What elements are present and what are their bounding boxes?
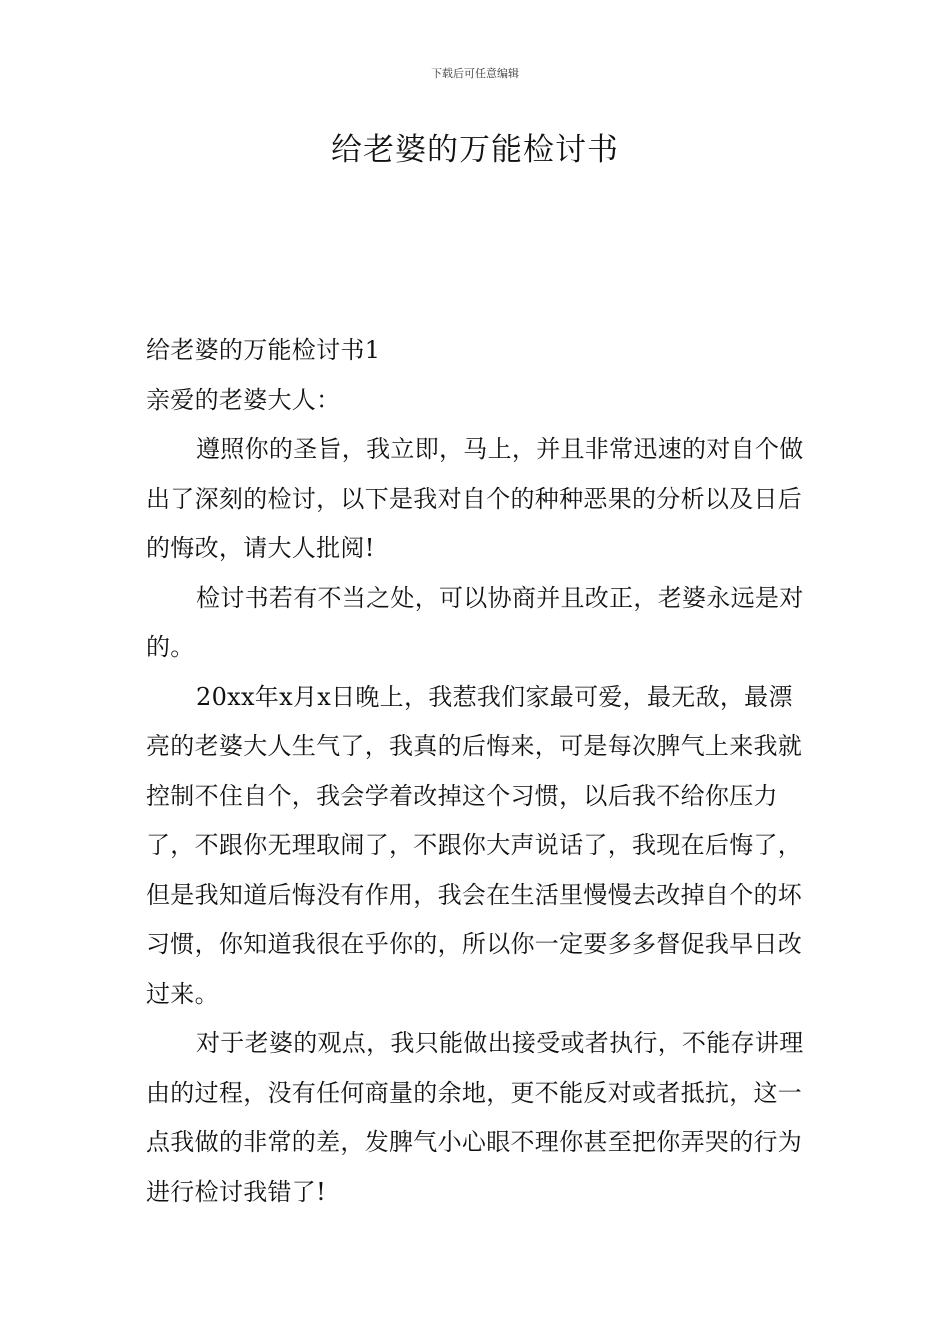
document-body bbox=[146, 326, 810, 1217]
document-title: 给老婆的万能检讨书 bbox=[331, 132, 619, 168]
section-heading: 给老婆的万能检讨书1 bbox=[146, 336, 381, 364]
download-note: 下载后可任意编辑 bbox=[431, 67, 519, 80]
salutation: 亲爱的老婆大人： bbox=[146, 385, 341, 414]
paragraph-4: 对于老婆的观点，我只能做出接受或者执行，不能存讲理由的过程，没有任何商量的余地，更不能反对或者抵抗，这一点我做的非常的差，发脾气小心眼不理你甚至把你弄哭的行为进行检讨我错了! bbox=[146, 1029, 804, 1206]
paragraph-3: 20xx年x月x日晚上，我惹我们家最可爱，最无敌，最漂亮的老婆大人生气了，我真的后悔来，可是每次脾气上来我就控制不住自个，我会学着改掉这个习惯，以后我不给你压力了，不跟你无理取闹了，不跟你大声说话了，我现在后悔了，但是我知道后悔没有作用，我会在生活里慢慢去改掉自个的坏习惯，你知道我很在乎你的，所以你一定要多多督促我早日改过来。 bbox=[146, 682, 803, 1008]
paragraph-1: 遵照你的圣旨，我立即，马上，并且非常迅速的对自个做出了深刻的检讨，以下是我对自个的种种恶果的分析以及日后的悔改，请大人批阅! bbox=[146, 435, 804, 562]
paragraph-2: 检讨书若有不当之处，可以协商并且改正，老婆永远是对的。 bbox=[146, 583, 804, 661]
